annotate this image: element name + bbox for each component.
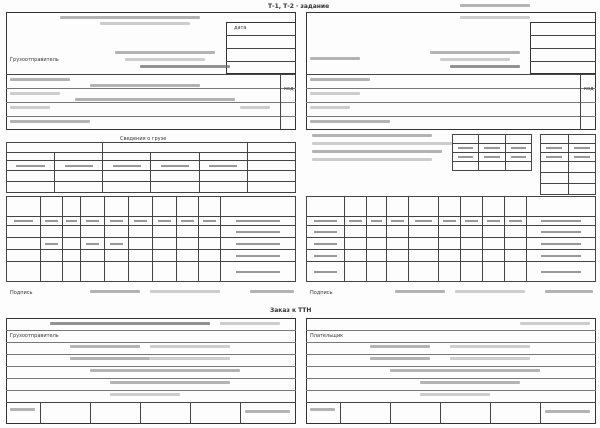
- cargo-details-table-right: [306, 196, 596, 282]
- cargo-summary-table-left: [6, 142, 296, 193]
- middle-form-title: Заказ к ТТН: [270, 307, 312, 314]
- right-code-label: код: [584, 86, 594, 92]
- bottom-payer-label: Плательщик: [310, 333, 344, 339]
- cargo-details-table-left: [6, 196, 296, 282]
- signature-right-label: Подпись: [310, 290, 333, 296]
- mid-table-heading: Сведения о грузе: [120, 136, 167, 142]
- top-form-title: Т-1, Т-2 · задание: [268, 3, 330, 10]
- left-code-label: код: [284, 86, 294, 92]
- cargo-summary-table-right: [452, 134, 532, 171]
- cargo-summary-table-right-2: [540, 134, 596, 195]
- sender-label: Грузоотправитель: [10, 57, 59, 63]
- top-header-date-label: дата: [234, 25, 247, 31]
- bottom-sender-label: Грузоотправитель: [10, 333, 59, 339]
- signature-left-label: Подпись: [10, 290, 33, 296]
